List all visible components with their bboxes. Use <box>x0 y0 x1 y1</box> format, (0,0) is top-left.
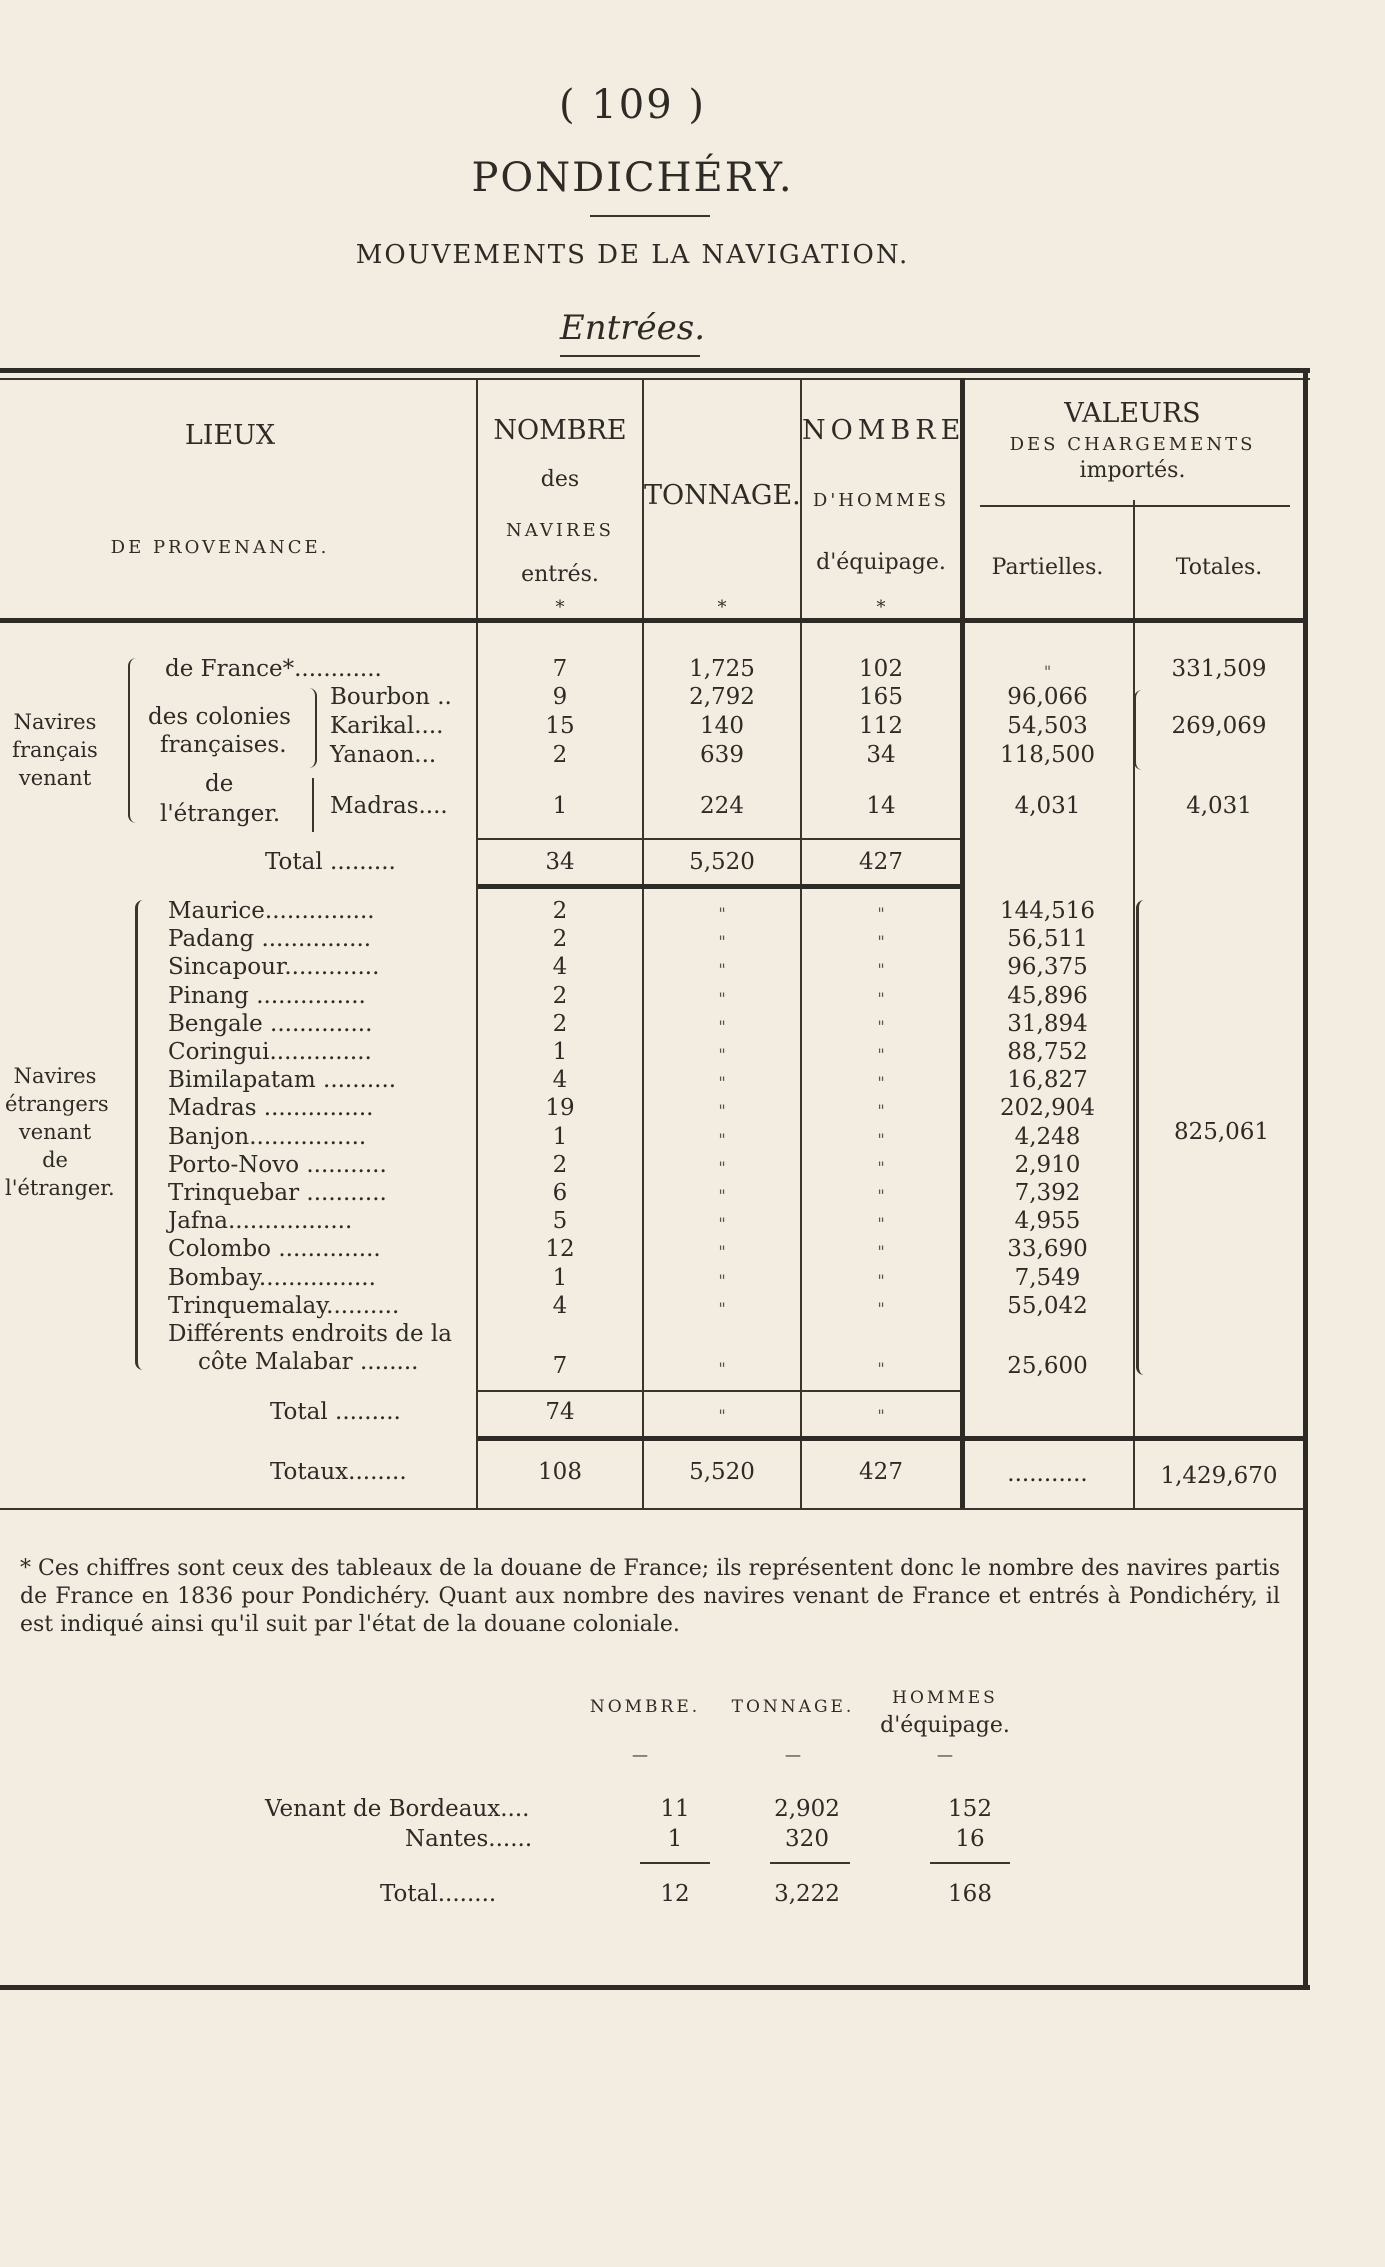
cell-hommes-ditto: " <box>877 1101 885 1120</box>
title-rule <box>590 215 710 217</box>
cell-partielles: 144,516 <box>999 898 1096 924</box>
cell-navires: 4 <box>552 1067 568 1093</box>
label-de: de <box>205 771 234 797</box>
cell-hommes: 34 <box>866 742 896 768</box>
row-name: Sincapour............. <box>168 954 380 980</box>
foreign-total-rule <box>478 1390 960 1392</box>
cell-tonnage-ditto: " <box>718 1242 726 1261</box>
header-valeurs: VALEURS <box>1064 398 1201 429</box>
cell-partielles: 88,752 <box>1007 1039 1088 1065</box>
summary-dash-tonnage: — <box>785 1745 801 1764</box>
cell-tonnage-ditto: " <box>718 1017 726 1036</box>
table-right-border <box>1303 368 1308 1988</box>
cell-tonnage-ditto: " <box>718 1299 726 1318</box>
cell-navires: 2 <box>552 983 568 1009</box>
cell-partielles: 96,375 <box>1007 954 1088 980</box>
row-name: Bengale .............. <box>168 1011 373 1037</box>
french-total-tonnage: 5,520 <box>689 849 755 875</box>
cell-hommes-ditto: " <box>877 1130 885 1149</box>
foreign-side-label-4: de <box>42 1148 68 1172</box>
cell-partielles: 4,031 <box>1014 793 1081 819</box>
page-bottom-rule <box>0 1985 1310 1990</box>
cell-partielles: 56,511 <box>1007 926 1088 952</box>
cell-tonnage-ditto: " <box>718 904 726 923</box>
totaux-tonnage: 5,520 <box>689 1459 755 1485</box>
summary-nantes-hommes: 16 <box>955 1826 985 1852</box>
totaux-label: Totaux........ <box>270 1459 407 1485</box>
summary-dash-nombre: — <box>632 1745 648 1764</box>
row-name: Colombo .............. <box>168 1236 381 1262</box>
totaux-totales: 1,429,670 <box>1160 1463 1278 1489</box>
cell-hommes-ditto: " <box>877 1359 885 1378</box>
cell-tonnage-ditto: " <box>718 932 726 951</box>
totaux-hommes: 427 <box>859 1459 903 1485</box>
cell-tonnage: 639 <box>700 742 744 768</box>
cell-hommes-ditto: " <box>877 1242 885 1261</box>
cell-partielles: 2,910 <box>1014 1152 1081 1178</box>
colonies-totales-brace <box>1134 690 1144 770</box>
row-name: Bombay................ <box>168 1265 376 1291</box>
row-name: Padang ............... <box>168 926 372 952</box>
row-madras-french: Madras.... <box>330 793 448 819</box>
cell-tonnage-ditto: " <box>718 1214 726 1233</box>
row-name: Trinquebar ........... <box>168 1180 387 1206</box>
summary-header-equipage: d'équipage. <box>880 1713 1010 1738</box>
summary-nantes-nombre: 1 <box>667 1826 683 1852</box>
cell-navires: 19 <box>545 1095 575 1121</box>
french-side-label-2: français <box>12 738 98 762</box>
cell-navires: 5 <box>552 1208 568 1234</box>
foreign-total-bottom-rule <box>478 1436 1303 1441</box>
cell-tonnage-ditto: " <box>718 1271 726 1290</box>
page-title: PONDICHÉRY. <box>471 155 794 201</box>
cell-totales: 4,031 <box>1186 793 1252 819</box>
header-hommes: D'HOMMES <box>812 490 950 511</box>
valeurs-rule <box>980 505 1290 507</box>
cell-partielles: 16,827 <box>1007 1067 1088 1093</box>
summary-rule-hommes <box>930 1862 1010 1864</box>
summary-dash-hommes: — <box>937 1745 953 1764</box>
french-side-label-1: Navires <box>13 710 97 734</box>
summary-row-bordeaux: Venant de Bordeaux.... <box>265 1796 530 1822</box>
cell-tonnage-ditto: " <box>718 960 726 979</box>
cell-partielles: 45,896 <box>1007 983 1088 1009</box>
summary-nantes-tonnage: 320 <box>785 1826 829 1852</box>
cell-tonnage-ditto: " <box>718 1101 726 1120</box>
foreign-total-label: Total ......... <box>270 1399 401 1425</box>
cell-hommes-ditto: " <box>877 1271 885 1290</box>
cell-partielles: 4,248 <box>1014 1124 1081 1150</box>
cell-hommes-ditto: " <box>877 960 885 979</box>
row-cote-malabar: côte Malabar ........ <box>198 1349 419 1375</box>
cell-tonnage-ditto: " <box>718 989 726 1008</box>
cell-navires: 9 <box>552 684 568 710</box>
page-subtitle: MOUVEMENTS DE LA NAVIGATION. <box>355 240 910 270</box>
page-number: ( 109 ) <box>559 82 706 128</box>
foreign-total-navires: 74 <box>545 1399 575 1425</box>
header-entres: entrés. <box>521 562 599 587</box>
cell-navires: 1 <box>552 793 568 819</box>
french-total-rule <box>478 838 960 840</box>
foreign-total-tonnage-ditto: " <box>718 1406 726 1425</box>
summary-rule-nombre <box>640 1862 710 1864</box>
cell-hommes-ditto: " <box>877 1017 885 1036</box>
french-total-navires: 34 <box>545 849 575 875</box>
french-side-label-3: venant <box>18 766 92 790</box>
summary-rule-tonnage <box>770 1862 850 1864</box>
cell-tonnage-ditto: " <box>718 1045 726 1064</box>
summary-total-tonnage: 3,222 <box>774 1881 840 1907</box>
header-tonnage: TONNAGE. <box>644 480 801 511</box>
section-rule <box>560 355 700 357</box>
cell-navires: 7 <box>552 1353 568 1379</box>
cell-partielles: 33,690 <box>1007 1236 1088 1262</box>
summary-header-hommes: HOMMES <box>892 1688 998 1708</box>
row-bourbon: Bourbon .. <box>330 684 452 710</box>
cell-navires: 1 <box>552 1265 568 1291</box>
cell-navires: 2 <box>552 898 568 924</box>
cell-navires: 7 <box>552 656 568 682</box>
cell-partielles: 7,392 <box>1014 1180 1081 1206</box>
section-title: Entrées. <box>559 308 706 348</box>
cell-hommes-ditto: " <box>877 904 885 923</box>
header-partielles: Partielles. <box>991 555 1104 580</box>
foreign-side-label-5: l'étranger. <box>5 1176 115 1200</box>
header-equipage: d'équipage. <box>816 550 946 575</box>
cell-hommes-ditto: " <box>877 1158 885 1177</box>
cell-totales: 331,509 <box>1171 656 1267 682</box>
header-importes: importés. <box>1079 458 1186 483</box>
label-des-colonies: des colonies <box>148 704 291 730</box>
label-francaises: françaises. <box>160 732 287 758</box>
cell-partielles: 31,894 <box>1007 1011 1088 1037</box>
cell-navires: 1 <box>552 1124 568 1150</box>
header-lieux: LIEUX <box>184 420 276 451</box>
colonies-brace <box>307 688 317 768</box>
totaux-navires: 108 <box>538 1459 582 1485</box>
label-etranger: l'étranger. <box>160 801 281 827</box>
cell-partielles: 96,066 <box>1007 684 1088 710</box>
cell-navires: 2 <box>552 1152 568 1178</box>
footnote: * Ces chiffres sont ceux des tableaux de la douane de France; ils représentent donc le nombre des navires partis de France en 1836 pour Pondichéry. Quant aux nombre des navires venant de France et entrés à Pondichéry, il est indiqué ainsi qu'il suit par l'état de la douane coloniale. <box>20 1556 1280 1637</box>
cell-navires: 12 <box>545 1236 575 1262</box>
cell-navires: 2 <box>552 742 568 768</box>
cell-navires: 4 <box>552 954 568 980</box>
cell-hommes-ditto: " <box>877 1045 885 1064</box>
summary-header-tonnage: TONNAGE. <box>731 1697 855 1717</box>
foreign-totales: 825,061 <box>1173 1119 1270 1145</box>
cell-tonnage-ditto: " <box>718 1359 726 1378</box>
cell-partielles: 54,503 <box>1007 713 1088 739</box>
header-nombre-hommes: NOMBRE <box>802 415 966 446</box>
summary-total-hommes: 168 <box>948 1881 992 1907</box>
french-total-bottom-rule <box>478 884 960 889</box>
header-navires: NAVIRES <box>506 520 614 541</box>
star-tonnage: * <box>717 597 727 618</box>
summary-bordeaux-tonnage: 2,902 <box>774 1796 840 1822</box>
header-des: des <box>540 467 580 492</box>
header-totales: Totales. <box>1175 555 1263 580</box>
cell-totales: 269,069 <box>1171 713 1267 739</box>
cell-tonnage: 2,792 <box>689 684 755 710</box>
table-bottom-rule <box>0 1508 1303 1510</box>
cell-hommes: 165 <box>859 684 903 710</box>
cell-tonnage: 1,725 <box>689 656 755 682</box>
cell-partielles: " <box>1043 662 1052 681</box>
foreign-side-label-3: venant <box>18 1120 92 1144</box>
cell-hommes-ditto: " <box>877 1186 885 1205</box>
summary-total-nombre: 12 <box>660 1881 690 1907</box>
cell-navires: 2 <box>552 1011 568 1037</box>
row-name: Coringui.............. <box>168 1039 372 1065</box>
foreign-side-label-1: Navires <box>13 1064 97 1088</box>
summary-bordeaux-hommes: 152 <box>948 1796 992 1822</box>
row-name: Pinang ............... <box>168 983 366 1009</box>
summary-row-nantes: Nantes...... <box>405 1826 533 1852</box>
cell-tonnage: 224 <box>700 793 744 819</box>
summary-total-label: Total........ <box>380 1881 497 1907</box>
cell-partielles: 118,500 <box>999 742 1096 768</box>
french-brace <box>128 658 140 823</box>
cell-navires: 15 <box>545 713 575 739</box>
foreign-side-label-2: étrangers <box>5 1092 109 1116</box>
row-name: Bimilapatam .......... <box>168 1067 397 1093</box>
cell-partielles: 4,955 <box>1014 1208 1081 1234</box>
row-differents-endroits: Différents endroits de la <box>168 1321 452 1347</box>
foreign-brace <box>135 900 148 1370</box>
cell-hommes-ditto: " <box>877 1073 885 1092</box>
summary-header-nombre: NOMBRE. <box>589 1697 701 1717</box>
row-name: Banjon................ <box>168 1124 367 1150</box>
cell-hommes-ditto: " <box>877 932 885 951</box>
row-name: Madras ............... <box>168 1095 374 1121</box>
table-top-rule <box>0 368 1310 373</box>
header-provenance: DE PROVENANCE. <box>110 537 330 558</box>
row-name: Porto-Novo ........... <box>168 1152 387 1178</box>
cell-partielles: 25,600 <box>1007 1353 1088 1379</box>
cell-partielles: 7,549 <box>1014 1265 1081 1291</box>
star-navires: * <box>555 597 565 618</box>
row-name: Trinquemalay.......... <box>168 1293 400 1319</box>
totaux-partielles: ........... <box>1007 1461 1088 1487</box>
cell-tonnage-ditto: " <box>718 1130 726 1149</box>
cell-tonnage-ditto: " <box>718 1073 726 1092</box>
cell-hommes: 102 <box>859 656 903 682</box>
cell-hommes-ditto: " <box>877 1214 885 1233</box>
row-yanaon: Yanaon... <box>330 742 437 768</box>
cell-tonnage-ditto: " <box>718 1186 726 1205</box>
cell-tonnage-ditto: " <box>718 1158 726 1177</box>
cell-navires: 1 <box>552 1039 568 1065</box>
row-name: Maurice............... <box>168 898 375 924</box>
cell-hommes-ditto: " <box>877 1299 885 1318</box>
cell-tonnage: 140 <box>700 713 744 739</box>
star-hommes: * <box>876 597 886 618</box>
cell-navires: 4 <box>552 1293 568 1319</box>
header-nombre: NOMBRE <box>493 415 627 446</box>
cell-hommes: 112 <box>859 713 903 739</box>
header-chargements: DES CHARGEMENTS <box>1009 434 1256 455</box>
col-divider-5 <box>1133 500 1135 1508</box>
cell-navires: 6 <box>552 1180 568 1206</box>
french-total-hommes: 427 <box>859 849 903 875</box>
row-de-france: de France*............ <box>165 656 382 682</box>
cell-partielles: 202,904 <box>999 1095 1096 1121</box>
row-name: Jafna................. <box>168 1208 353 1234</box>
summary-bordeaux-nombre: 11 <box>660 1796 690 1822</box>
foreign-total-hommes-ditto: " <box>877 1406 885 1425</box>
table-top-rule-2 <box>0 378 1310 380</box>
row-karikal: Karikal.... <box>330 713 444 739</box>
cell-hommes: 14 <box>866 793 896 819</box>
etranger-brace <box>312 778 320 832</box>
cell-hommes-ditto: " <box>877 989 885 1008</box>
cell-partielles: 55,042 <box>1007 1293 1088 1319</box>
french-total-label: Total ......... <box>265 849 396 875</box>
cell-navires: 2 <box>552 926 568 952</box>
